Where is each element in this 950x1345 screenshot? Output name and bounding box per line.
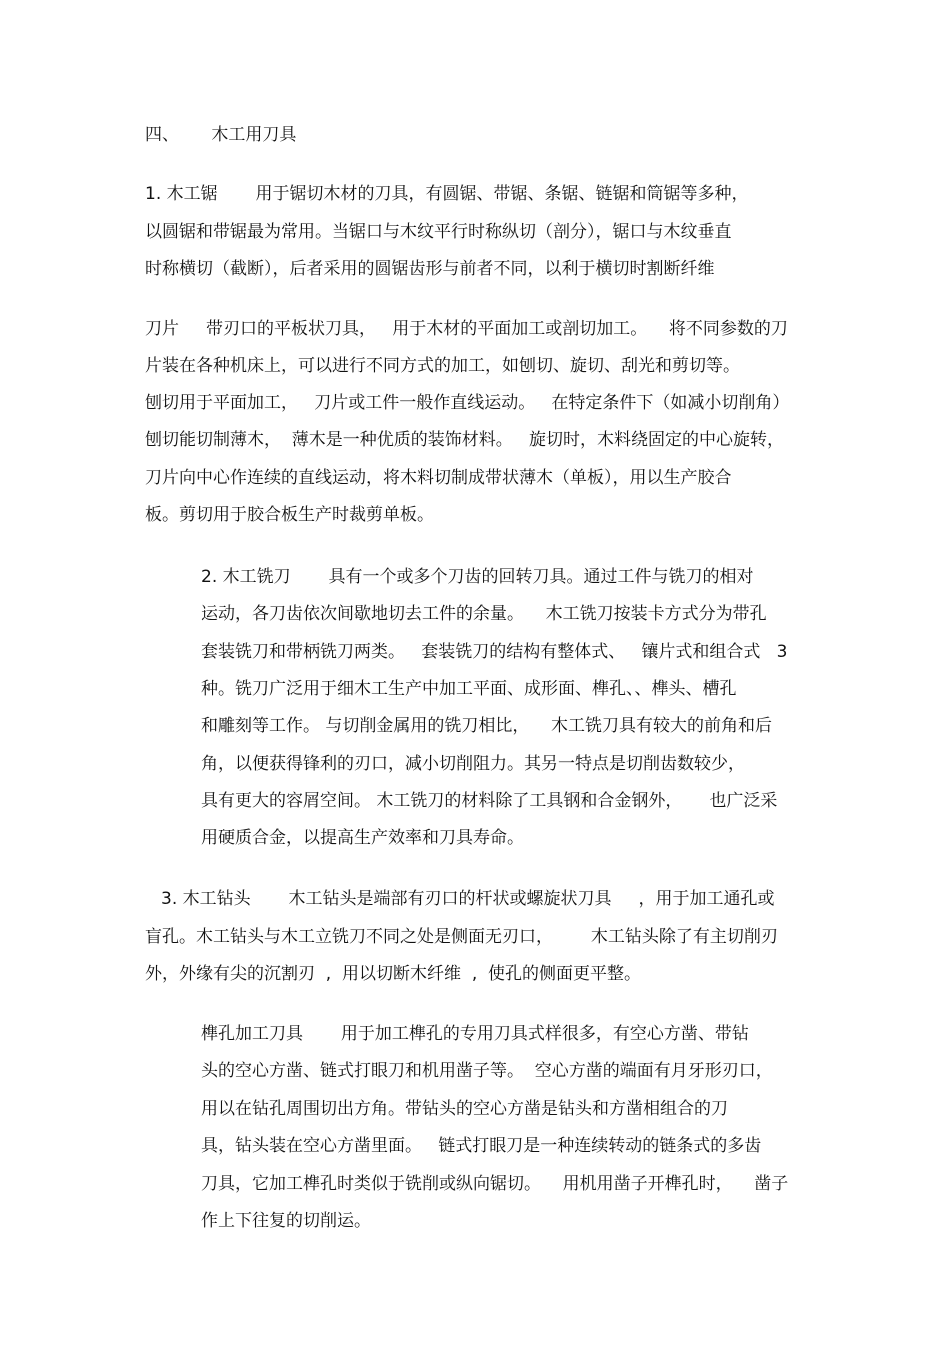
- text-line: 角，以便获得锋利的刃口，减小切削阻力。其另一特点是切削齿数较少，: [201, 754, 745, 774]
- text-line: 种。铣刀广泛用于细木工生产中加工平面、成形面、榫孔、、榫头、槽孔: [201, 679, 737, 699]
- text-line: 刀具，它加工榫孔时类似于铣削或纵向锯切。 用机用凿子开榫孔时， 凿子: [201, 1174, 789, 1194]
- text-line: 3. 木工钻头 木工钻头是端部有刃口的杆状或螺旋状刀具 ，用于加工通孔或: [161, 889, 775, 909]
- text-line: 作上下往复的切削运。: [201, 1211, 371, 1231]
- text-line: 具，钻头装在空心方凿里面。 链式打眼刀是一种连续转动的链条式的多齿: [201, 1136, 762, 1156]
- text-line: 套装铣刀和带柄铣刀两类。 套装铣刀的结构有整体式、 镶片式和组合式 3: [201, 642, 788, 662]
- text-line: 刀片向中心作连续的直线运动，将木料切制成带状薄木（单板），用以生产胶合: [145, 468, 732, 488]
- text-line: 刨切能切制薄木， 薄木是一种优质的装饰材料。 旋切时，木料绕固定的中心旋转，: [145, 430, 785, 450]
- text-line: 运动，各刀齿依次间歇地切去工件的余量。 木工铣刀按装卡方式分为带孔: [201, 604, 767, 624]
- text-line: 2. 木工铣刀 具有一个或多个刀齿的回转刀具。通过工件与铣刀的相对: [201, 567, 754, 587]
- text-line: 刨切用于平面加工， 刀片或工件一般作直线运动。 在特定条件下（如减小切削角）: [145, 393, 790, 413]
- text-line: 盲孔。木工钻头与木工立铣刀不同之处是侧面无刃口， 木工钻头除了有主切削刃: [145, 927, 778, 947]
- text-line: 榫孔加工刀具 用于加工榫孔的专用刀具式样很多，有空心方凿、带钻: [201, 1024, 749, 1044]
- text-line: 板。剪切用于胶合板生产时裁剪单板。: [145, 505, 434, 525]
- text-line: 具有更大的容屑空间。 木工铣刀的材料除了工具钢和合金钢外， 也广泛采: [201, 791, 778, 811]
- section-heading: 四、 木工用刀具: [145, 125, 297, 145]
- text-line: 1. 木工锯 用于锯切木材的刀具，有圆锯、带锯、条锯、链锯和筒锯等多种，: [145, 184, 749, 204]
- text-line: 头的空心方凿、链式打眼刀和机用凿子等。 空心方凿的端面有月牙形刃口，: [201, 1061, 773, 1081]
- text-line: 刀片 带刃口的平板状刀具， 用于木材的平面加工或剖切加工。 将不同参数的刀: [145, 319, 788, 339]
- text-line: 和雕刻等工作。 与切削金属用的铣刀相比， 木工铣刀具有较大的前角和后: [201, 716, 773, 736]
- text-line: 用硬质合金，以提高生产效率和刀具寿命。: [201, 828, 524, 848]
- text-line: 外，外缘有尖的沉割刃 , 用以切断木纤维 , 使孔的侧面更平整。: [145, 964, 642, 984]
- text-line: 片装在各种机床上，可以进行不同方式的加工，如刨切、旋切、刮光和剪切等。: [145, 356, 740, 376]
- text-line: 以圆锯和带锯最为常用。当锯口与木纹平行时称纵切（剖分），锯口与木纹垂直: [145, 222, 732, 242]
- text-line: 时称横切（截断），后者采用的圆锯齿形与前者不同，以利于横切时割断纤维: [145, 259, 715, 279]
- text-line: 用以在钻孔周围切出方角。带钻头的空心方凿是钻头和方凿相组合的刀: [201, 1099, 728, 1119]
